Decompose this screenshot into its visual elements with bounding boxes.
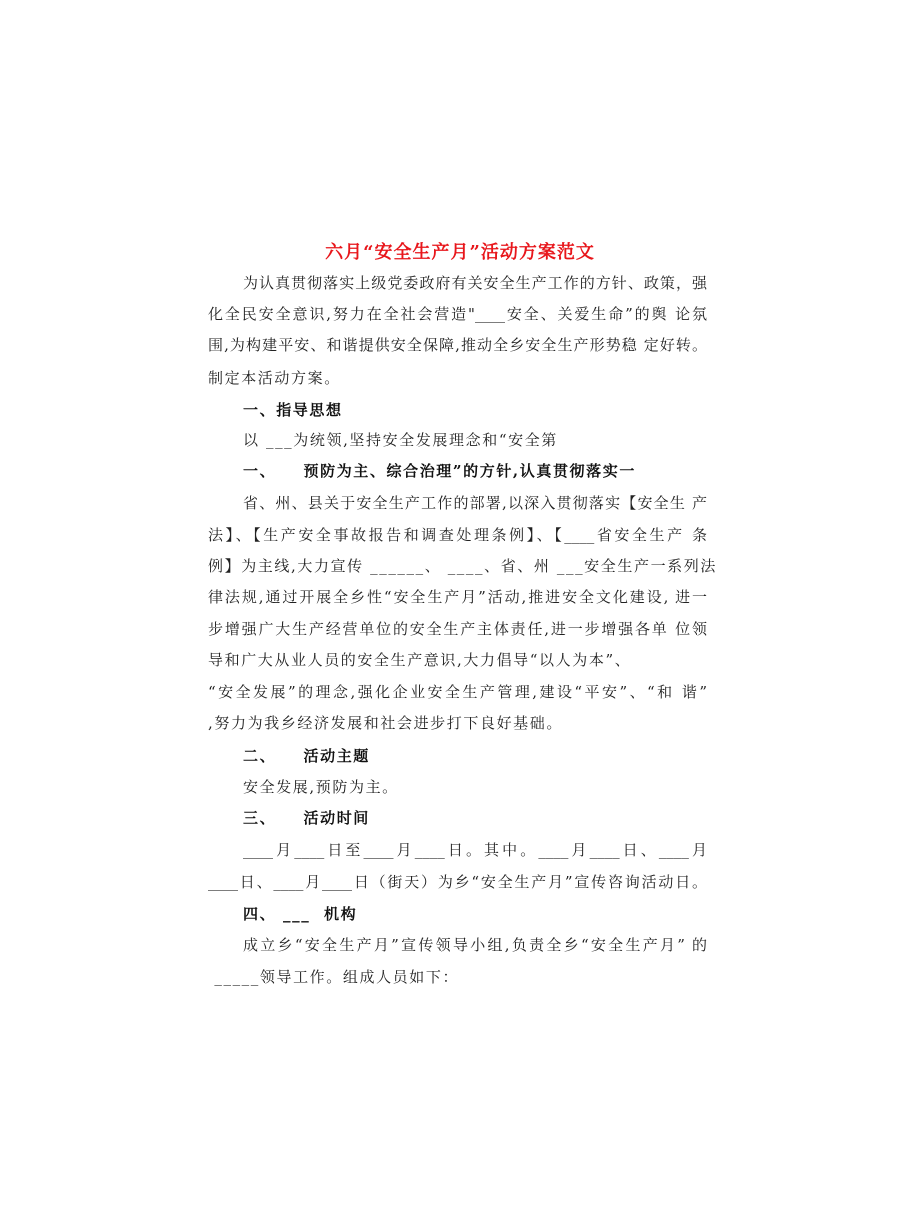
paragraph-line: 成立乡“安全生产月”宣传领导小组,负责全乡“安全生产月” 的 bbox=[243, 936, 707, 954]
paragraph-line: 安全发展,预防为主。 bbox=[243, 778, 399, 796]
paragraph-line: 制定本活动方案。 bbox=[208, 369, 341, 387]
paragraph-line: 以 ___为统领,坚持安全发展理念和“安全第 bbox=[243, 431, 558, 449]
paragraph-line: 为认真贯彻落实上级党委政府有关安全生产工作的方针、政策，强 bbox=[243, 274, 707, 292]
bold-line: 一、 预防为主、综合治理”的方针,认真贯彻落实一 bbox=[243, 462, 636, 480]
paragraph-line: ____日、____月____日（街天）为乡“安全生产月”宣传咨询活动日。 bbox=[208, 873, 707, 891]
paragraph-line: 省、州、县关于安全生产工作的部署,以深入贯彻落实【安全生 产 bbox=[243, 494, 707, 512]
section-heading-3: 三、 活动时间 bbox=[243, 809, 370, 827]
section-heading-4: 四、 ___ 机构 bbox=[243, 905, 358, 923]
paragraph-line: 导和广大从业人员的安全生产意识,大力倡导“以人为本”、 bbox=[208, 651, 632, 669]
paragraph-line: ____月____日至____月____日。其中。____月____日、____月 bbox=[243, 841, 707, 859]
section-heading-1: 一、指导思想 bbox=[243, 401, 343, 419]
document-title: 六月“安全生产月”活动方案范文 bbox=[325, 242, 595, 263]
paragraph-line: 例】为主线,大力宣传 ______、 ____、省、州 ___安全生产一系列法 bbox=[208, 557, 717, 575]
paragraph-line: 围,为构建平安、和谐提供安全保障,推动全乡安全生产形势稳 定好转。 bbox=[208, 336, 707, 354]
paragraph-line: 律法规,通过开展全乡性“安全生产月”活动,推进安全文化建设, 进一 bbox=[208, 588, 707, 606]
paragraph-line: _____领导工作。组成人员如下： bbox=[208, 968, 460, 986]
paragraph-line: ,努力为我乡经济发展和社会进步打下良好基础。 bbox=[208, 714, 563, 732]
paragraph-line: 化全民安全意识,努力在全社会营造"____安全、关爱生命”的舆 论氛 bbox=[208, 305, 707, 323]
section-heading-2: 二、 活动主题 bbox=[243, 747, 370, 765]
paragraph-line: “安全发展”的理念,强化企业安全生产管理,建设“平安”、“和 谐” bbox=[208, 683, 707, 701]
paragraph-line: 步增强广大生产经营单位的安全生产主体责任,进一步增强各单 位领 bbox=[208, 620, 707, 638]
paragraph-line: 法】、【生产安全事故报告和调查处理条例】、【____省安全生产 条 bbox=[208, 526, 707, 544]
